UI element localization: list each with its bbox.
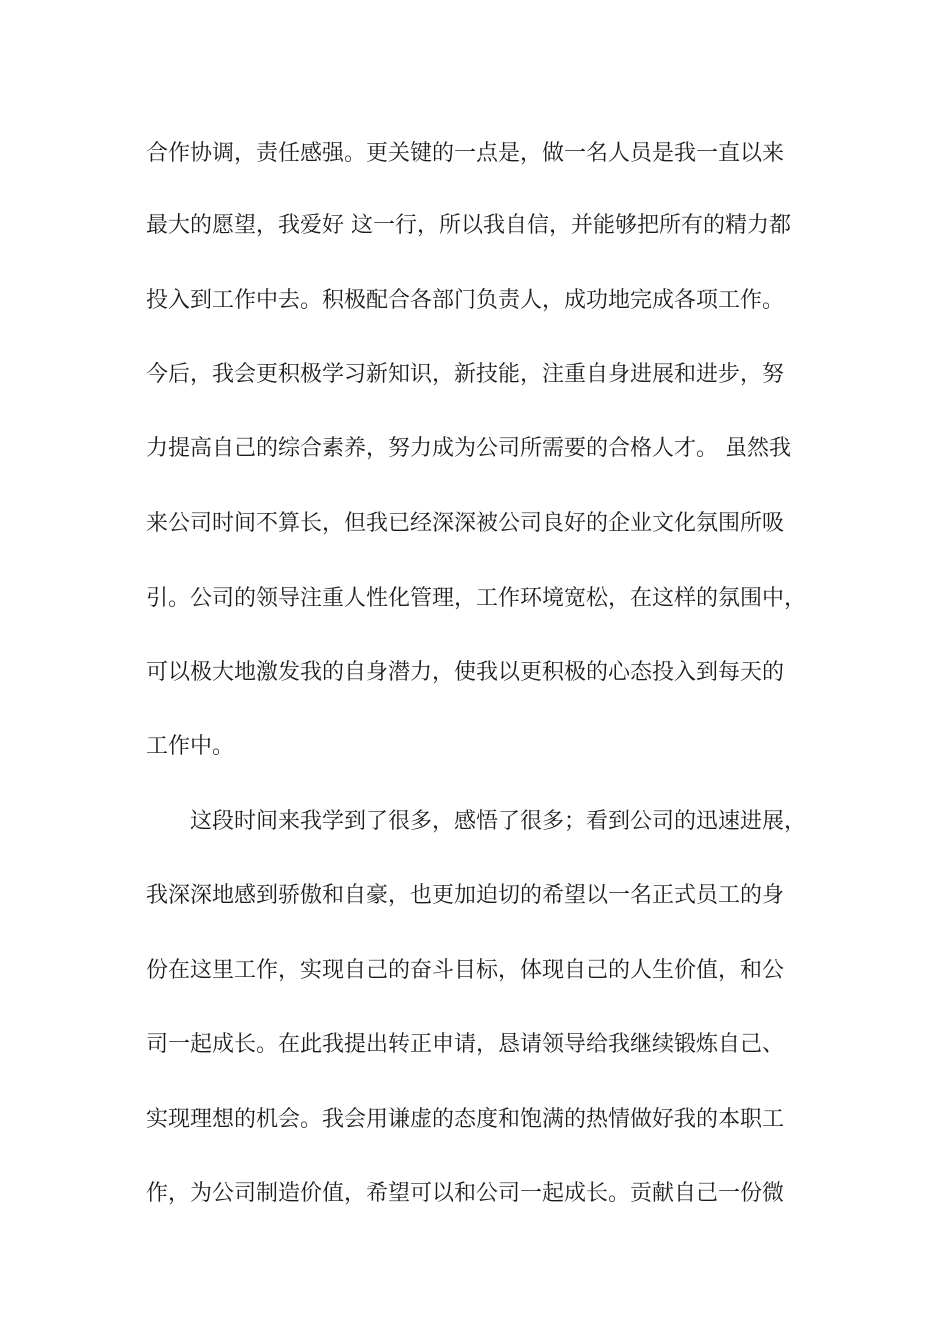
text-line: 投入到工作中去。积极配合各部门负责人，成功地完成各项工作。	[146, 288, 785, 313]
text-line: 司一起成长。在此我提出转正申请，恳请领导给我继续锻炼自己、	[146, 1032, 785, 1057]
text-line: 我深深地感到骄傲和自豪，也更加迫切的希望以一名正式员工的身	[146, 883, 785, 908]
text-line: 今后，我会更积极学习新知识，新技能，注重自身进展和进步，努	[146, 362, 785, 387]
paragraph-first-line: 这段时间来我学到了很多，感悟了很多；看到公司的迅速进展，	[190, 809, 807, 834]
text-line: 最大的愿望，我爱好 这一行，所以我自信，并能够把所有的精力都	[146, 213, 791, 238]
text-line: 作，为公司制造价值，希望可以和公司一起成长。贡献自己一份微	[146, 1181, 785, 1206]
text-line: 引。公司的领导注重人性化管理，工作环境宽松，在这样的氛围中，	[146, 586, 807, 611]
text-line: 可以极大地激发我的自身潜力，使我以更积极的心态投入到每天的	[146, 660, 785, 685]
text-line: 合作协调，责任感强。更关键的一点是，做一名人员是我一直以来	[146, 141, 785, 166]
text-line: 工作中。	[146, 734, 235, 759]
text-line: 实现理想的机会。我会用谦虚的态度和饱满的热情做好我的本职工	[146, 1107, 785, 1132]
text-line: 力提高自己的综合素养，努力成为公司所需要的合格人才。 虽然我	[146, 436, 791, 461]
text-line: 份在这里工作，实现自己的奋斗目标，体现自己的人生价值，和公	[146, 958, 785, 983]
text-line: 来公司时间不算长，但我已经深深被公司良好的企业文化氛围所吸	[146, 511, 785, 536]
